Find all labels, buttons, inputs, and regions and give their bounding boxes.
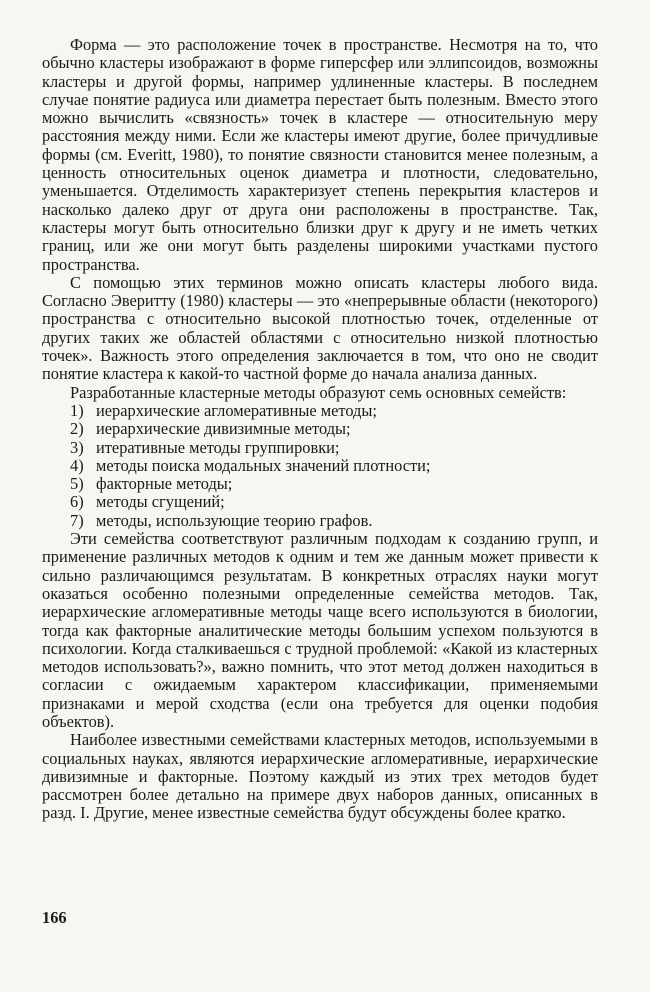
body-text (42, 36, 598, 823)
paragraph-families-intro: Разработанные кластерные методы образуют семь основных семейств: (70, 382, 567, 402)
list-item-number: 4) (70, 455, 84, 475)
list-item-number: 1) (70, 400, 84, 420)
list-item-number: 7) (70, 510, 84, 530)
page-number: 166 (42, 908, 67, 927)
list-item-number: 3) (70, 437, 84, 457)
paragraph-families-usage: Эти семейства соответствуют различным подходам к созданию групп, и применение различных методов к одним и тем же данным может привести к сильно различающимся результатам. В конкретных отраслях науки могут оказаться особенно полезными определенные семейства методов. Так, иерархические агломеративные методы чаще всего используются в биологии, тогда как факторные аналитические методы большим успехом пользуются в психологии. Когда сталкиваешься с трудной проблемой: «Какой из кластерных методов использовать?», важно помнить, что этот метод должен находиться в согласии с ожидаемым характером классификации, применяемыми признаками и мерой сходства (если она требуется для оценки подобия объектов). (42, 529, 598, 731)
list-item (70, 475, 598, 493)
list-item (70, 420, 598, 438)
list-item-number: 2) (70, 419, 84, 439)
paragraph-cluster-definition: С помощью этих терминов можно описать кластеры любого вида. Согласно Эверитту (1980) кластеры — это «непрерывные области (некоторого) пространства с относительно высокой плотностью точек, отделенные от других таких же областей областями с относительно низкой плотностью точек». Важность этого определения заключается в том, что оно не сводит понятие кластера к какой-то частной форме до начала анализа данных. (42, 272, 598, 384)
list-item-number: 6) (70, 492, 84, 512)
list-item-text: иерархические агломеративные методы; (96, 400, 377, 420)
list-item-text: итеративные методы группировки; (96, 437, 340, 457)
paragraph-social-sciences: Наиболее известными семействами кластерных методов, используемыми в социальных науках, являются иерархические агломеративные, иерархические дивизимные и факторные. Поэтому каждый из этих трех методов будет рассмотрен более детально на примере двух наборов данных, описанных в разд. I. Другие, менее известные семейства будут обсуждены более кратко. (42, 730, 598, 823)
paragraph-shape-definition: Форма — это расположение точек в пространстве. Несмотря на то, что обычно кластеры изображают в форме гиперсфер или эллипсоидов, возможны кластеры и другой формы, например удлиненные кластеры. В последнем случае понятие радиуса или диаметра перестает быть полезным. Вместо этого можно вычислить «связность» точек в кластере — относительную меру расстояния между ними. Если же кластеры имеют другие, более причудливые формы (см. Everitt, 1980), то понятие связности становится менее полезным, а ценность относительных оценок диаметра и плотности, следовательно, уменьшается. Отделимость характеризует степень перекрытия кластеров и насколько далеко друг от друга они расположены в пространстве. Так, кластеры могут быть относительно близки друг к другу и не иметь четких границ, или же они могут быть разделены широкими участками пустого пространства. (42, 35, 598, 274)
cluster-families-list (42, 402, 598, 530)
list-item-text: методы, использующие теорию графов. (96, 510, 373, 530)
list-item (70, 439, 598, 457)
list-item (70, 402, 598, 420)
list-item-text: иерархические дивизимные методы; (96, 419, 351, 439)
list-item (70, 512, 598, 530)
list-item-text: методы поиска модальных значений плотности; (96, 455, 431, 475)
list-item-text: факторные методы; (96, 474, 233, 494)
list-item (70, 457, 598, 475)
list-item-number: 5) (70, 474, 84, 494)
list-item (70, 493, 598, 511)
list-item-text: методы сгущений; (96, 492, 225, 512)
